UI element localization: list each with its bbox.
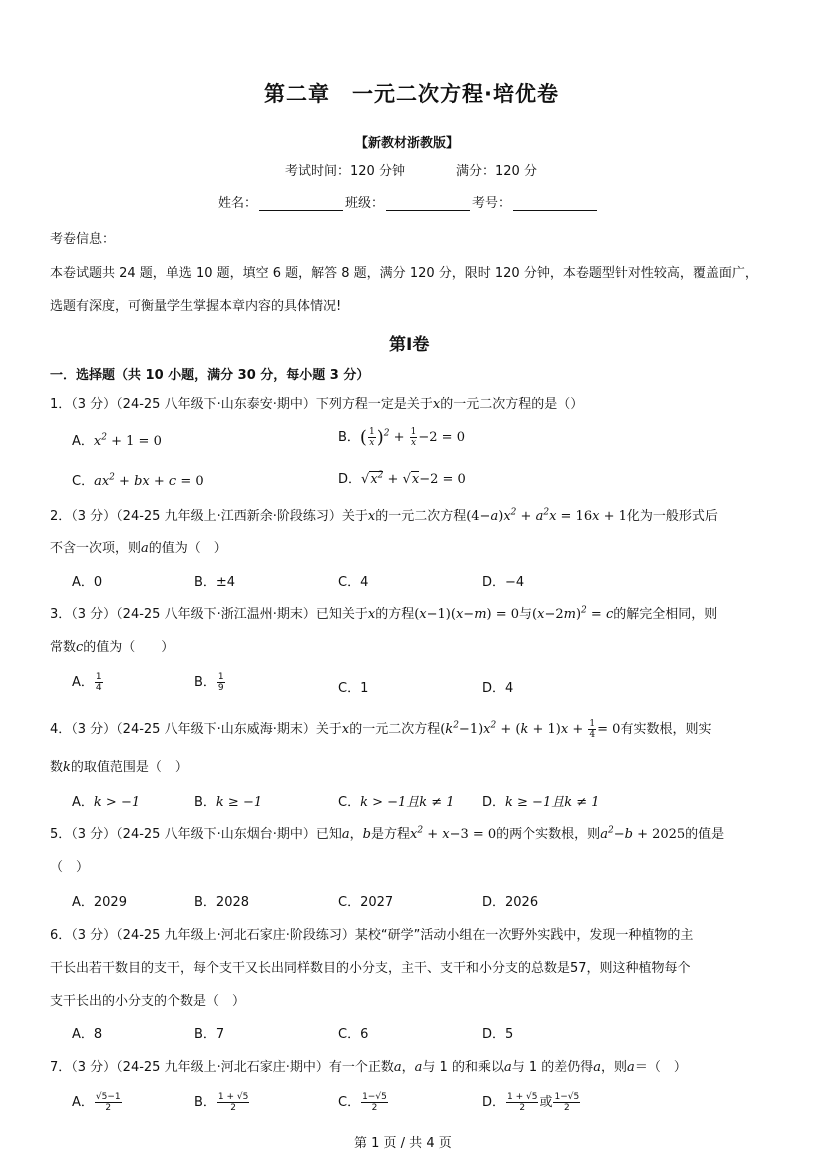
q4-option-c[interactable]: C．k > −1且k ≠ 1 (338, 795, 455, 810)
q2-option-c[interactable]: C．4 (338, 575, 369, 590)
name-field[interactable] (259, 196, 343, 211)
q4-option-a[interactable]: A．k > −1 (72, 795, 141, 810)
class-field[interactable] (386, 196, 470, 211)
question-2-stem: 2．（3 分）（24-25 九年级上·江西新余·阶段练习）关于x的一元二次方程$(4-a)x^2 + a^2x = 16x + 1$化为一般形式后 (50, 507, 718, 524)
q1-option-b[interactable]: B．( $\frac{1}{x}$ )$^2$ + $\frac{1}{x}$ −2 = 0 (338, 427, 465, 448)
question-7-stem: 7．（3 分）（24-25 九年级上·河北石家庄·期中）有一个正数a，a与 1 的和乘以a与 1 的差仍得a，则a＝（ ） (50, 1060, 687, 1075)
q3-option-b[interactable]: B． $\frac{1}{9}$ (194, 672, 224, 693)
q6-option-c[interactable]: C．6 (338, 1027, 369, 1042)
class-label: 班级： (345, 196, 385, 211)
edition-label: 【新教材浙教版】 (355, 136, 460, 151)
q3-option-c[interactable]: C．1 (338, 681, 369, 696)
q6-option-d[interactable]: D．5 (482, 1027, 514, 1042)
question-3-stem: 3．（3 分）（24-25 八年级下·浙江温州·期末）已知关于x的方程(x−1)(x−m) = 0与$(x-2m)^2 = c$的解完全相同，则 (50, 605, 718, 622)
q5-option-c[interactable]: C．2027 (338, 895, 394, 910)
number-label: 考号： (472, 196, 512, 211)
q6-option-a[interactable]: A．8 (72, 1027, 103, 1042)
q1-option-a[interactable]: A．$x^2 + 1 = 0$ (72, 432, 162, 449)
q7-option-b[interactable]: B． $\frac{1 + √5}{2}$ (194, 1092, 249, 1113)
q5-option-a[interactable]: A．2029 (72, 895, 127, 910)
section-title: 第Ⅰ卷 (389, 335, 430, 355)
q5-option-b[interactable]: B．2028 (194, 895, 250, 910)
info-label: 考卷信息： (50, 232, 116, 247)
q4-option-d[interactable]: D．k ≥ −1且k ≠ 1 (482, 795, 600, 810)
q2-option-a[interactable]: A．0 (72, 575, 103, 590)
question-1-stem: 1．（3 分）（24-25 八年级下·山东泰安·期中）下列方程一定是关于x的一元二次方程的是（） (50, 397, 584, 412)
q4-option-b[interactable]: B．k ≥ −1 (194, 795, 263, 810)
q7-option-a[interactable]: A． $\frac{√5-1}{2}$ (72, 1092, 121, 1113)
question-4-line-2: 数k的取值范围是（ ） (50, 760, 188, 775)
question-6-line-3: 支干长出的小分支的个数是（ ） (50, 994, 246, 1009)
number-field[interactable] (513, 196, 597, 211)
q1-option-c[interactable]: C．$ax^2$ + bx + c = 0 (72, 472, 204, 489)
question-6-stem: 6．（3 分）（24-25 九年级上·河北石家庄·阶段练习）某校“研学”活动小组在一次野外实践中，发现一种植物的主 (50, 928, 694, 943)
name-label: 姓名： (218, 196, 258, 211)
question-5-line-2: （ ） (50, 860, 90, 875)
q3-option-a[interactable]: A． $\frac{1}{4}$ (72, 672, 102, 693)
q6-option-b[interactable]: B．7 (194, 1027, 225, 1042)
student-info-row (218, 192, 599, 211)
q2-option-d[interactable]: D．−4 (482, 575, 525, 590)
question-3-line-2: 常数c的值为（ ） (50, 640, 175, 655)
full-score: 满分：120 分 (456, 164, 537, 179)
question-5-stem: 5．（3 分）（24-25 八年级下·山东烟台·期中）已知a，b是方程$x^2 + x-3 = 0$的两个实数根，则$a^2-b + 2025$的值是 (50, 825, 725, 842)
question-2-line-2: 不含一次项，则a的值为（ ） (50, 541, 227, 556)
q2-option-b[interactable]: B．±4 (194, 575, 236, 590)
q7-option-d[interactable]: D． $\frac{1 + √5}{2}$ 或 $\frac{1-√5}{2}$ (482, 1092, 580, 1113)
question-6-line-2: 干长出若干数目的支干，每个支干又长出同样数目的小分支，主干、支干和小分支的总数是57，则这种植物每个 (50, 961, 691, 976)
q5-option-d[interactable]: D．2026 (482, 895, 539, 910)
info-line-1: 本卷试题共 24 题，单选 10 题，填空 6 题，解答 8 题，满分 120 分，限时 120 分钟，本卷题型针对性较高，覆盖面广， (50, 266, 758, 281)
q3-option-d[interactable]: D．4 (482, 681, 514, 696)
exam-time: 考试时间：120 分钟 (285, 164, 405, 179)
page-footer: 第 1 页 / 共 4 页 (354, 1136, 452, 1151)
q1-option-d[interactable]: D．$√x^2 + √x-2 = 0$ (338, 470, 466, 487)
question-4-stem: 4．（3 分）（24-25 八年级下·山东威海·期末）关于x的一元二次方程$(k^2-1)x^2 + (k + 1)x$ + $\frac{1}{4}$ = 0有实数根，则实 (50, 719, 712, 740)
page-title: 第二章 一元二次方程·培优卷 (264, 82, 559, 106)
section-heading: 一．选择题（共 10 小题，满分 30 分，每小题 3 分） (50, 368, 370, 383)
q7-option-c[interactable]: C． $\frac{1-√5}{2}$ (338, 1092, 387, 1113)
info-line-2: 选题有深度，可衡量学生掌握本章内容的具体情况! (50, 299, 342, 314)
